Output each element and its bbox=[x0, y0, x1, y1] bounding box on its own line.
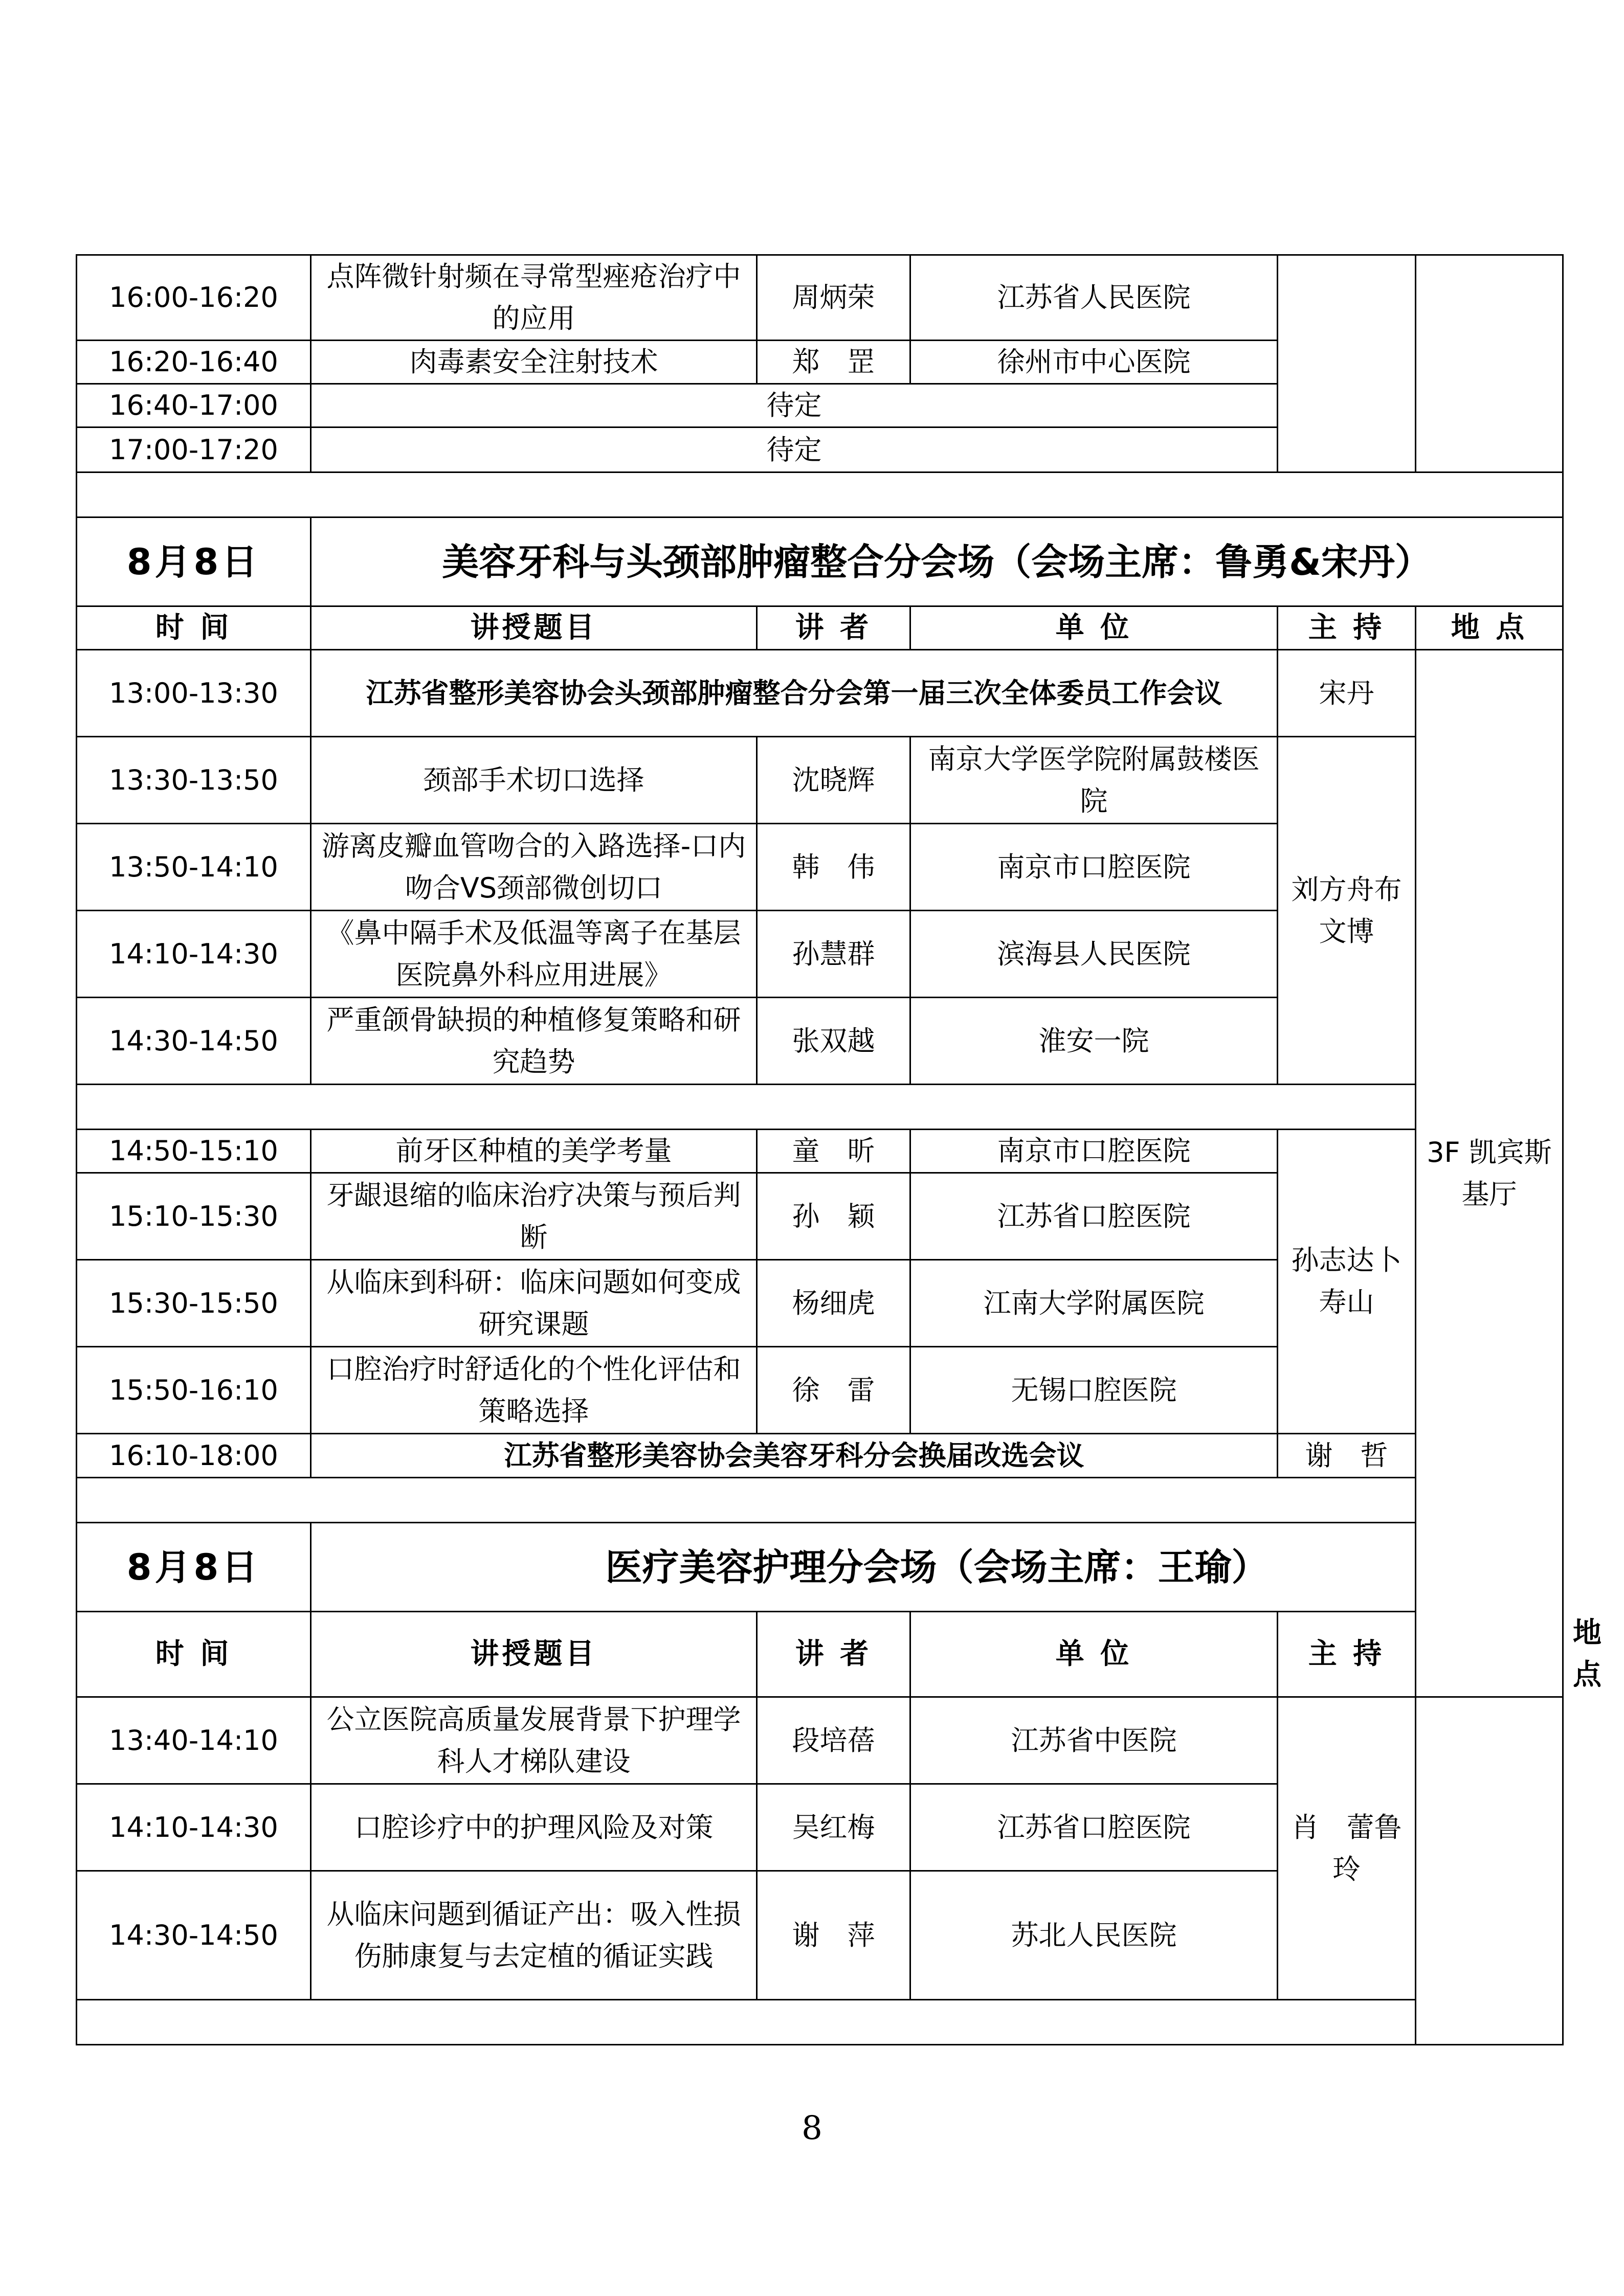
spacer-row bbox=[77, 1085, 1563, 1130]
session-title-row bbox=[77, 517, 1563, 606]
time-cell: 16:10-18:00 bbox=[77, 1434, 311, 1478]
topic-cell: 口腔诊疗中的护理风险及对策 bbox=[311, 1784, 757, 1871]
venue-cell: 3F 凯宾斯基厅 bbox=[1416, 650, 1563, 1697]
meeting-cell: 江苏省整形美容协会头颈部肿瘤整合分会第一届三次全体委员工作会议 bbox=[311, 650, 1278, 737]
table-row bbox=[77, 1434, 1563, 1478]
time-cell: 14:50-15:10 bbox=[77, 1130, 311, 1173]
speaker-cell: 谢 萍 bbox=[757, 1871, 910, 2000]
time-cell: 14:30-14:50 bbox=[77, 1871, 311, 2000]
spacer-row bbox=[77, 472, 1563, 517]
header-speaker: 讲 者 bbox=[757, 606, 910, 650]
table-row bbox=[77, 650, 1563, 737]
tbd-cell: 待定 bbox=[311, 384, 1278, 427]
spacer-row bbox=[77, 1478, 1563, 1523]
meeting-cell: 江苏省整形美容协会美容牙科分会换届改选会议 bbox=[311, 1434, 1278, 1478]
time-cell: 13:00-13:30 bbox=[77, 650, 311, 737]
table-row bbox=[77, 255, 1563, 341]
time-cell: 17:00-17:20 bbox=[77, 427, 311, 472]
schedule-table bbox=[76, 254, 1605, 2045]
header-unit: 单 位 bbox=[910, 606, 1278, 650]
session-title: 美容牙科与头颈部肿瘤整合分会场（会场主席：鲁勇&宋丹） bbox=[311, 517, 1563, 606]
speaker-cell: 段培蓓 bbox=[757, 1697, 910, 1784]
time-cell: 16:40-17:00 bbox=[77, 384, 311, 427]
unit-cell: 江苏省口腔医院 bbox=[910, 1173, 1278, 1260]
speaker-cell: 徐 雷 bbox=[757, 1347, 910, 1434]
table-row bbox=[77, 1130, 1563, 1173]
header-topic: 讲授题目 bbox=[311, 1612, 757, 1697]
unit-cell: 苏北人民医院 bbox=[910, 1871, 1278, 2000]
unit-cell: 无锡口腔医院 bbox=[910, 1347, 1278, 1434]
header-time: 时 间 bbox=[77, 606, 311, 650]
spacer-cell bbox=[77, 472, 1563, 517]
unit-cell: 江苏省口腔医院 bbox=[910, 1784, 1278, 1871]
table-row bbox=[77, 1697, 1563, 1784]
time-cell: 14:10-14:30 bbox=[77, 911, 311, 998]
header-unit: 单 位 bbox=[910, 1612, 1278, 1697]
host-cell: 孙志达卜寿山 bbox=[1278, 1130, 1416, 1434]
time-cell: 16:20-16:40 bbox=[77, 341, 311, 384]
header-time: 时 间 bbox=[77, 1612, 311, 1697]
topic-cell: 公立医院高质量发展背景下护理学科人才梯队建设 bbox=[311, 1697, 757, 1784]
spacer-row bbox=[77, 2000, 1563, 2045]
host-cell: 刘方舟布文博 bbox=[1278, 737, 1416, 1085]
tbd-cell: 待定 bbox=[311, 427, 1278, 472]
speaker-cell: 孙慧群 bbox=[757, 911, 910, 998]
time-cell: 15:10-15:30 bbox=[77, 1173, 311, 1260]
header-host: 主 持 bbox=[1278, 606, 1416, 650]
time-cell: 13:30-13:50 bbox=[77, 737, 311, 824]
topic-cell: 游离皮瓣血管吻合的入路选择-口内吻合VS颈部微创切口 bbox=[311, 824, 757, 911]
unit-cell: 南京市口腔医院 bbox=[910, 824, 1278, 911]
unit-cell: 江苏省中医院 bbox=[910, 1697, 1278, 1784]
topic-cell: 肉毒素安全注射技术 bbox=[311, 341, 757, 384]
topic-cell: 点阵微针射频在寻常型痤疮治疗中的应用 bbox=[311, 255, 757, 341]
spacer-cell bbox=[77, 1478, 1563, 1523]
host-cell: 肖 蕾鲁 玲 bbox=[1278, 1697, 1416, 2000]
topic-cell: 口腔治疗时舒适化的个性化评估和策略选择 bbox=[311, 1347, 757, 1434]
unit-cell: 南京市口腔医院 bbox=[910, 1130, 1278, 1173]
header-speaker: 讲 者 bbox=[757, 1612, 910, 1697]
speaker-cell: 郑 罡 bbox=[757, 341, 910, 384]
spacer-cell bbox=[77, 1085, 1416, 1130]
unit-cell: 淮安一院 bbox=[910, 998, 1278, 1085]
host-cell bbox=[1278, 255, 1416, 472]
speaker-cell: 吴红梅 bbox=[757, 1784, 910, 1871]
speaker-cell: 童 昕 bbox=[757, 1130, 910, 1173]
session-date: 8月8日 bbox=[77, 517, 311, 606]
speaker-cell: 孙 颖 bbox=[757, 1173, 910, 1260]
time-cell: 15:50-16:10 bbox=[77, 1347, 311, 1434]
header-host: 主 持 bbox=[1278, 1612, 1416, 1697]
session-date: 8月8日 bbox=[77, 1523, 311, 1612]
topic-cell: 颈部手术切口选择 bbox=[311, 737, 757, 824]
host-cell: 谢 哲 bbox=[1278, 1434, 1416, 1478]
speaker-cell: 韩 伟 bbox=[757, 824, 910, 911]
topic-cell: 《鼻中隔手术及低温等离子在基层医院鼻外科应用进展》 bbox=[311, 911, 757, 998]
time-cell: 13:50-14:10 bbox=[77, 824, 311, 911]
topic-cell: 严重颌骨缺损的种植修复策略和研究趋势 bbox=[311, 998, 757, 1085]
time-cell: 15:30-15:50 bbox=[77, 1260, 311, 1347]
time-cell: 16:00-16:20 bbox=[77, 255, 311, 341]
header-row bbox=[77, 606, 1563, 650]
page-number: 8 bbox=[802, 2109, 822, 2147]
topic-cell: 从临床问题到循证产出：吸入性损伤肺康复与去定植的循证实践 bbox=[311, 1871, 757, 2000]
unit-cell: 江南大学附属医院 bbox=[910, 1260, 1278, 1347]
venue-cell bbox=[1416, 1697, 1563, 2045]
topic-cell: 前牙区种植的美学考量 bbox=[311, 1130, 757, 1173]
header-venue: 地 点 bbox=[1416, 606, 1563, 650]
topic-cell: 牙龈退缩的临床治疗决策与预后判断 bbox=[311, 1173, 757, 1260]
session-title: 医疗美容护理分会场（会场主席：王瑜） bbox=[311, 1523, 1563, 1612]
time-cell: 13:40-14:10 bbox=[77, 1697, 311, 1784]
venue-cell bbox=[1416, 255, 1563, 472]
table-row bbox=[77, 737, 1563, 824]
host-cell: 宋丹 bbox=[1278, 650, 1416, 737]
session-title-row bbox=[77, 1523, 1563, 1612]
speaker-cell: 张双越 bbox=[757, 998, 910, 1085]
time-cell: 14:30-14:50 bbox=[77, 998, 311, 1085]
unit-cell: 江苏省人民医院 bbox=[910, 255, 1278, 341]
header-row: 时 间 讲授题目 讲 者 单 位 主 持 地 点 bbox=[77, 1612, 1563, 1697]
spacer-cell bbox=[77, 2000, 1416, 2045]
time-cell: 14:10-14:30 bbox=[77, 1784, 311, 1871]
unit-cell: 滨海县人民医院 bbox=[910, 911, 1278, 998]
header-topic: 讲授题目 bbox=[311, 606, 757, 650]
topic-cell: 从临床到科研：临床问题如何变成研究课题 bbox=[311, 1260, 757, 1347]
unit-cell: 徐州市中心医院 bbox=[910, 341, 1278, 384]
speaker-cell: 周炳荣 bbox=[757, 255, 910, 341]
speaker-cell: 沈晓辉 bbox=[757, 737, 910, 824]
speaker-cell: 杨细虎 bbox=[757, 1260, 910, 1347]
unit-cell: 南京大学医学院附属鼓楼医院 bbox=[910, 737, 1278, 824]
